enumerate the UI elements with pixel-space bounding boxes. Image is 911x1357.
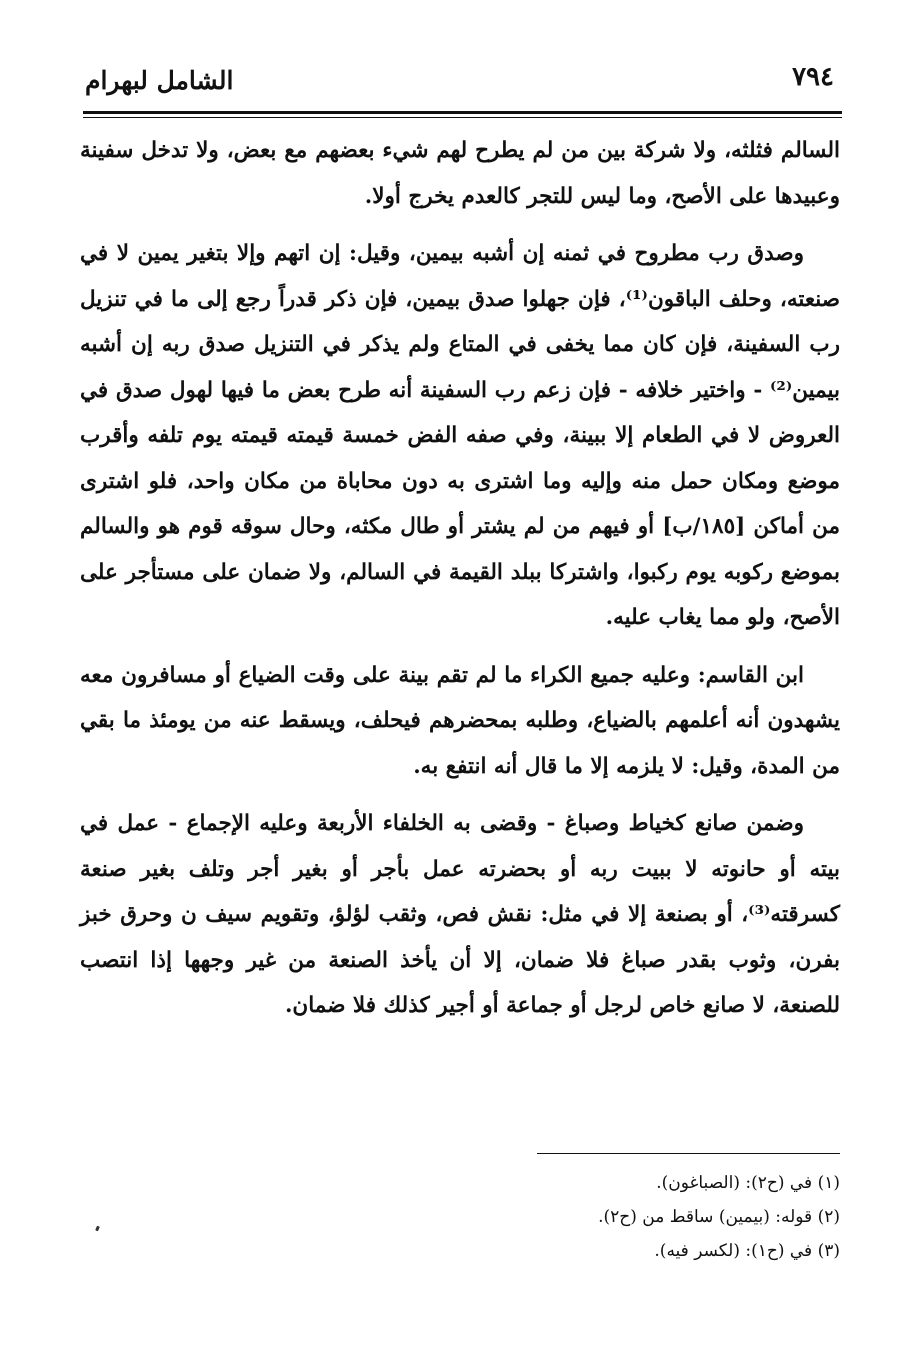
footnotes xyxy=(400,1166,840,1268)
paragraph-1: السالم فثلثه، ولا شركة بين من لم يطرح لهم شيء بعضهم مع بعض، ولا تدخل سفينة وعبيدها على الأصح، وما ليس للتجر كالعدم يخرج أولا. xyxy=(80,138,840,209)
header-rule-thin xyxy=(83,117,842,118)
header-rule-thick xyxy=(83,111,842,114)
running-title: الشامل لبهرام xyxy=(85,66,234,95)
footnote-separator xyxy=(537,1153,840,1154)
page-number: ٧٩٤ xyxy=(792,62,834,92)
main-text xyxy=(80,128,840,1041)
scan-speck xyxy=(95,1226,100,1232)
paragraph-3: ابن القاسم: وعليه جميع الكراء ما لم تقم بينة على وقت الضياع أو مسافرون معه يشهدون أنه أعلمهم بالضياع، وطلبه بمحضرهم فيحلف، ويسقط عنه من يومئذ ما بقي من المدة، وقيل: لا يلزمه إلا ما قال أنه انتفع به. xyxy=(80,662,840,779)
paragraph-4: وضمن صانع كخياط وصباغ - وقضى به الخلفاء الأربعة وعليه الإجماع - عمل في بيته أو حانوته لا ببيت ربه أو بحضرته عمل بأجر أو بغير أجر وتلف بغير صنعة كسرقته⁽³⁾، أو بصنعة إلا في مثل: نقش فص، وثقب لؤلؤ، وتقويم سيف ن وحرق خبز بفرن، وثوب بقدر صباغ فلا ضمان، إلا أن يأخذ الصنعة من غير وجهها إذا انتصب للصنعة، لا صانع خاص لرجل أو جماعة أو أجير كذلك فلا ضمان. xyxy=(80,811,840,1018)
page-header xyxy=(85,58,840,110)
footnote-2: (٢) قوله: (بيمين) ساقط من (ح٢). xyxy=(598,1207,840,1227)
footnote-3: (٣) في (ح١): (لكسر فيه). xyxy=(654,1241,840,1261)
paragraph-2: وصدق رب مطروح في ثمنه إن أشبه بيمين، وقيل: إن اتهم وإلا بتغير يمين لا في صنعته، وحلف الباقون⁽¹⁾، فإن جهلوا صدق بيمين، فإن ذكر قدراً رجع إلى ما في تنزيل رب السفينة، فإن كان مما يخفى في المتاع ولم يذكر في التنزيل صدق ربه إن أشبه بيمين⁽²⁾ - واختير خلافه - فإن زعم رب السفينة أنه طرح بعض ما فيها لهول صدق في العروض لا في الطعام إلا ببينة، وفي صفه الفض خمسة قيمته قيمته يوم تلفه وأقرب موضع ومكان حمل منه وإليه وما اشترى به دون محاباة من مكان واحد، فلو اشترى من أماكن [١٨٥/ب] أو فيهم من لم يشتر أو طال مكثه، وحال سوقه قوم هو والسالم بموضع ركوبه يوم ركبوا، واشتركا ببلد القيمة في السالم، ولا ضمان على مستأجر على الأصح، ولو مما يغاب عليه. xyxy=(80,241,841,630)
footnote-1: (١) في (ح٢): (الصباغون). xyxy=(656,1173,840,1193)
